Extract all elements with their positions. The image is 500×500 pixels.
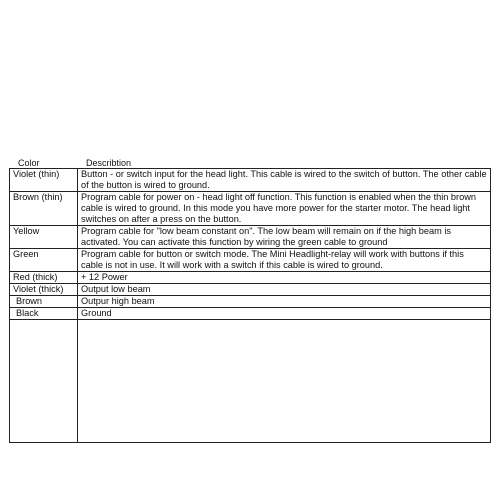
cell-color: Green bbox=[10, 249, 78, 272]
cell-description: Program cable for button or switch mode. The Mini Headlight-relay will work with buttons if this cable is not in use. It will work with a switch if this cable is wired to ground. bbox=[78, 249, 491, 272]
cell-color: Black bbox=[10, 308, 78, 320]
table-row-empty bbox=[10, 320, 491, 443]
cell-color: Brown bbox=[10, 296, 78, 308]
table-row bbox=[10, 226, 491, 249]
cell-color: Red (thick) bbox=[10, 272, 78, 284]
cable-table bbox=[9, 168, 491, 443]
cell-empty bbox=[78, 320, 491, 443]
header-color: Color bbox=[18, 158, 40, 168]
cell-description: Ground bbox=[78, 308, 491, 320]
table-row bbox=[10, 296, 491, 308]
table-row bbox=[10, 272, 491, 284]
header-description: Describtion bbox=[86, 158, 132, 168]
table-row bbox=[10, 192, 491, 226]
cable-table-sheet bbox=[9, 158, 491, 443]
cell-description: + 12 Power bbox=[78, 272, 491, 284]
cell-description: Program cable for "low beam constant on". The low beam will remain on if the high beam is activated. You can activate this function by wiring the green cable to ground bbox=[78, 226, 491, 249]
cell-description: Program cable for power on - head light off function. This function is enabled when the thin brown cable is wired to ground. In this mode you have more power for the starter motor. The head light switches on after a press on the button. bbox=[78, 192, 491, 226]
cell-empty bbox=[10, 320, 78, 443]
cell-description: Outpur high beam bbox=[78, 296, 491, 308]
cell-color: Violet (thin) bbox=[10, 169, 78, 192]
table-row bbox=[10, 249, 491, 272]
cell-description: Button - or switch input for the head light. This cable is wired to the switch of button. The other cable of the button is wired to ground. bbox=[78, 169, 491, 192]
table-row bbox=[10, 284, 491, 296]
table-header-row bbox=[9, 158, 491, 168]
table-row bbox=[10, 169, 491, 192]
cell-color: Violet (thick) bbox=[10, 284, 78, 296]
cell-description: Output low beam bbox=[78, 284, 491, 296]
table-row bbox=[10, 308, 491, 320]
cell-color: Yellow bbox=[10, 226, 78, 249]
cell-color: Brown (thin) bbox=[10, 192, 78, 226]
